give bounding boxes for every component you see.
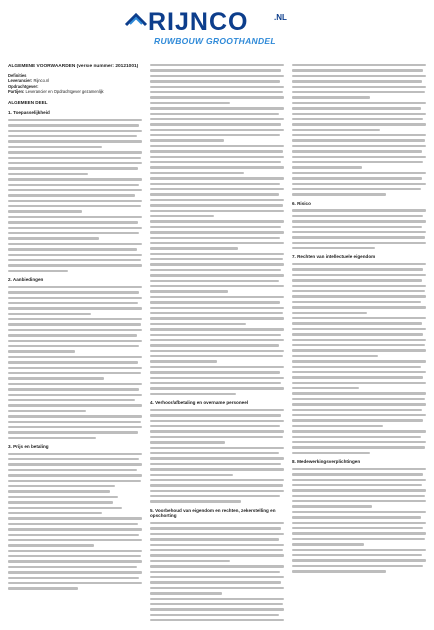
roof-icon xyxy=(124,11,148,35)
section-heading: 8. Medewerkingsverplichtingen xyxy=(292,459,361,465)
definition-term: Leverancier: xyxy=(8,78,33,84)
column-1 xyxy=(8,64,142,622)
section-text xyxy=(292,64,426,196)
definitions-heading: Definities xyxy=(8,73,27,78)
definition-row xyxy=(8,89,142,94)
section-heading: 3. Prijs en betaling xyxy=(8,444,49,450)
section-text xyxy=(292,263,426,454)
section-heading: 4. Verhoor/afbetaling en overname personeel xyxy=(150,400,249,406)
section-text xyxy=(150,409,284,503)
rijnco-logo xyxy=(124,7,314,55)
logo-name: RIJNCO xyxy=(148,8,249,36)
section-heading: 2. Aanbiedingen xyxy=(8,277,44,283)
definition-value: Leverancier en Opdrachtgever gezamenlijk xyxy=(25,89,104,95)
section-text xyxy=(8,453,142,590)
section-heading: 5. Voorbehoud van eigendom en rechten, zekerstelling en opschorting xyxy=(150,507,276,519)
section-text xyxy=(292,468,426,573)
column-3 xyxy=(292,64,426,622)
section-text xyxy=(150,522,284,622)
section-text xyxy=(150,64,284,395)
section-heading: 7. Rechten van intellectuele eigendom xyxy=(292,254,376,260)
definition-value: Rijnco.nl xyxy=(33,78,50,84)
column-2 xyxy=(150,64,284,622)
document-body xyxy=(8,64,426,622)
part-heading: ALGEMEEN DEEL xyxy=(8,99,48,105)
definition-term: Partijen: xyxy=(8,89,25,95)
definitions xyxy=(8,73,142,95)
logo-tagline: RUWBOUW GROOTHANDEL xyxy=(154,36,276,46)
section-text xyxy=(292,209,426,249)
section-text xyxy=(8,119,142,272)
section-text xyxy=(8,286,142,439)
section-heading: 1. Toepasselijkheid xyxy=(8,110,50,116)
section-heading: 6. Risico xyxy=(292,200,311,206)
definition-term: Opdrachtgever: xyxy=(8,83,39,89)
logo-suffix: .NL xyxy=(274,13,287,22)
document-title: ALGEMENE VOORWAARDEN (versie nummer: 20121001) xyxy=(8,64,139,69)
